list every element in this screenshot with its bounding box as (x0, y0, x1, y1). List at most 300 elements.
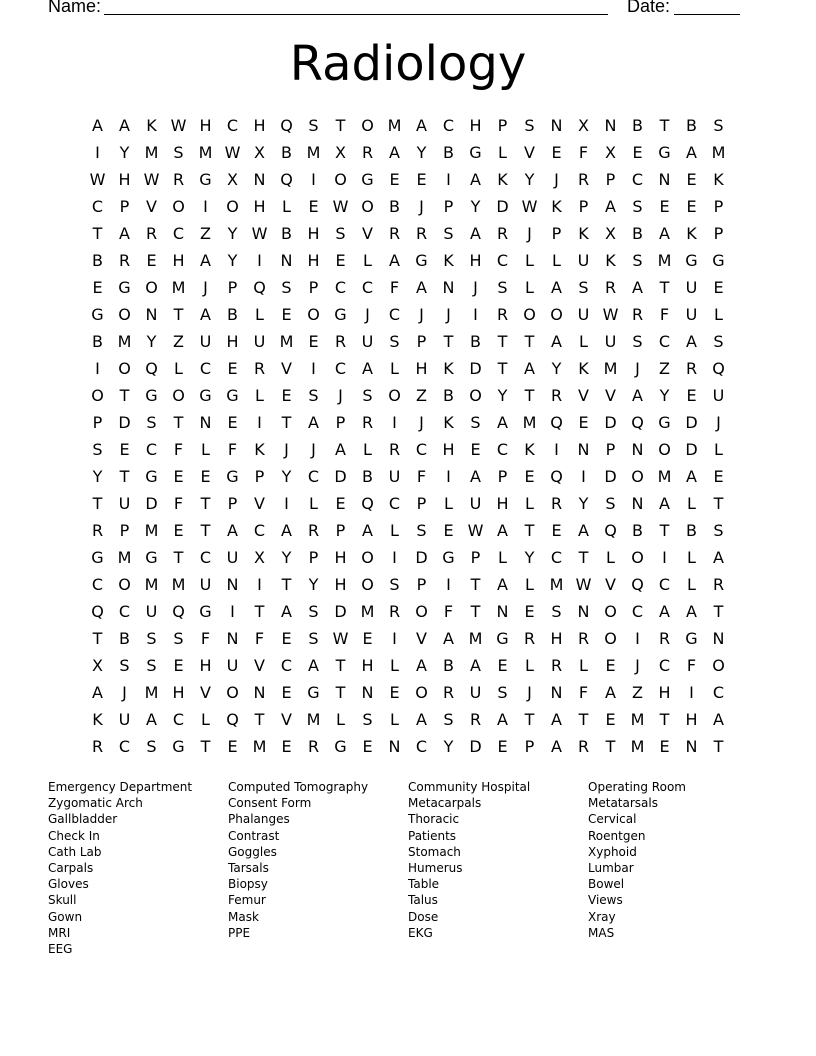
grid-letter[interactable]: X (227, 170, 238, 189)
grid-letter[interactable]: T (200, 737, 211, 756)
grid-letter[interactable]: A (200, 251, 211, 270)
grid-letter[interactable]: Q (631, 575, 644, 594)
grid-letter[interactable]: U (145, 602, 158, 621)
grid-letter[interactable]: G (199, 602, 212, 621)
grid-letter[interactable]: T (92, 494, 103, 513)
grid-letter[interactable]: B (443, 656, 454, 675)
grid-letter[interactable]: H (361, 656, 374, 675)
grid-letter[interactable]: S (524, 116, 535, 135)
grid-letter[interactable]: R (361, 143, 374, 162)
grid-letter[interactable]: A (686, 602, 697, 621)
grid-letter[interactable]: W (467, 521, 484, 540)
grid-letter[interactable]: E (92, 278, 103, 297)
grid-letter[interactable]: T (119, 386, 130, 405)
grid-letter[interactable]: M (144, 143, 159, 162)
grid-letter[interactable]: F (389, 278, 400, 297)
grid-letter[interactable]: Q (145, 359, 158, 378)
grid-letter[interactable]: Y (578, 494, 589, 513)
grid-letter[interactable]: L (606, 548, 615, 567)
grid-letter[interactable]: E (362, 737, 373, 756)
grid-letter[interactable]: A (686, 467, 697, 486)
grid-letter[interactable]: O (334, 170, 347, 189)
grid-letter[interactable]: P (119, 197, 130, 216)
grid-letter[interactable]: P (443, 197, 454, 216)
grid-letter[interactable]: A (605, 197, 616, 216)
grid-letter[interactable]: L (525, 494, 534, 513)
grid-letter[interactable]: I (635, 629, 640, 648)
grid-letter[interactable]: I (581, 467, 586, 486)
grid-letter[interactable]: R (523, 629, 536, 648)
grid-letter[interactable]: A (362, 359, 373, 378)
grid-letter[interactable]: T (335, 116, 346, 135)
grid-letter[interactable]: Z (416, 386, 427, 405)
grid-letter[interactable]: H (658, 683, 671, 702)
grid-letter[interactable]: K (686, 224, 697, 243)
grid-letter[interactable]: K (551, 197, 562, 216)
grid-letter[interactable]: C (442, 116, 455, 135)
grid-letter[interactable]: E (281, 305, 292, 324)
grid-letter[interactable]: E (146, 251, 157, 270)
grid-letter[interactable]: O (631, 467, 644, 486)
grid-letter[interactable]: J (338, 386, 343, 405)
grid-letter[interactable]: C (172, 710, 185, 729)
grid-letter[interactable]: C (550, 548, 563, 567)
grid-letter[interactable]: R (91, 737, 104, 756)
grid-letter[interactable]: E (335, 251, 346, 270)
grid-letter[interactable]: A (200, 305, 211, 324)
grid-letter[interactable]: Q (631, 413, 644, 432)
grid-letter[interactable]: U (577, 251, 590, 270)
grid-letter[interactable]: I (662, 548, 667, 567)
grid-letter[interactable]: M (522, 413, 537, 432)
grid-letter[interactable]: T (173, 305, 184, 324)
grid-letter[interactable]: E (713, 467, 724, 486)
grid-letter[interactable]: M (171, 278, 186, 297)
grid-letter[interactable]: C (118, 602, 131, 621)
grid-letter[interactable]: T (713, 737, 724, 756)
grid-letter[interactable]: O (91, 386, 104, 405)
grid-letter[interactable]: W (602, 305, 619, 324)
grid-letter[interactable]: D (685, 440, 698, 459)
grid-letter[interactable]: S (551, 602, 562, 621)
grid-letter[interactable]: H (226, 332, 239, 351)
grid-letter[interactable]: E (497, 656, 508, 675)
grid-letter[interactable]: P (227, 278, 238, 297)
grid-letter[interactable]: Y (524, 170, 535, 189)
grid-letter[interactable]: A (551, 710, 562, 729)
grid-letter[interactable]: A (389, 143, 400, 162)
grid-letter[interactable]: L (255, 305, 264, 324)
grid-letter[interactable]: I (689, 683, 694, 702)
grid-letter[interactable]: Z (632, 683, 643, 702)
grid-letter[interactable]: C (199, 359, 212, 378)
grid-letter[interactable]: L (525, 278, 534, 297)
grid-letter[interactable]: R (550, 386, 563, 405)
grid-letter[interactable]: O (604, 602, 617, 621)
grid-letter[interactable]: R (415, 224, 428, 243)
grid-letter[interactable]: R (577, 629, 590, 648)
grid-letter[interactable]: M (306, 143, 321, 162)
grid-letter[interactable]: U (226, 548, 239, 567)
grid-letter[interactable]: G (226, 386, 239, 405)
grid-letter[interactable]: O (118, 575, 131, 594)
grid-letter[interactable]: D (685, 413, 698, 432)
grid-letter[interactable]: J (365, 305, 370, 324)
grid-letter[interactable]: S (389, 332, 400, 351)
grid-letter[interactable]: B (92, 251, 103, 270)
grid-letter[interactable]: J (527, 224, 532, 243)
grid-letter[interactable]: Y (227, 251, 238, 270)
grid-letter[interactable]: E (686, 386, 697, 405)
grid-letter[interactable]: D (496, 197, 509, 216)
grid-letter[interactable]: E (200, 467, 211, 486)
grid-letter[interactable]: C (118, 737, 131, 756)
grid-letter[interactable]: C (145, 440, 158, 459)
grid-letter[interactable]: A (686, 332, 697, 351)
grid-letter[interactable]: L (687, 494, 696, 513)
grid-letter[interactable]: T (524, 386, 535, 405)
grid-letter[interactable]: C (361, 278, 374, 297)
grid-letter[interactable]: T (497, 332, 508, 351)
grid-letter[interactable]: G (415, 251, 428, 270)
grid-letter[interactable]: I (257, 575, 262, 594)
grid-letter[interactable]: T (254, 602, 265, 621)
grid-letter[interactable]: E (605, 656, 616, 675)
grid-letter[interactable]: G (685, 629, 698, 648)
grid-letter[interactable]: D (415, 548, 428, 567)
grid-letter[interactable]: U (712, 386, 725, 405)
grid-letter[interactable]: P (713, 197, 724, 216)
grid-letter[interactable]: P (335, 413, 346, 432)
grid-letter[interactable]: R (118, 251, 131, 270)
grid-letter[interactable]: B (470, 332, 481, 351)
grid-letter[interactable]: V (605, 575, 616, 594)
grid-letter[interactable]: N (577, 602, 590, 621)
grid-letter[interactable]: C (658, 575, 671, 594)
grid-letter[interactable]: E (227, 737, 238, 756)
grid-letter[interactable]: R (307, 737, 320, 756)
grid-letter[interactable]: H (118, 170, 131, 189)
grid-letter[interactable]: H (469, 116, 482, 135)
grid-letter[interactable]: E (119, 440, 130, 459)
grid-letter[interactable]: K (92, 710, 103, 729)
grid-letter[interactable]: B (686, 116, 697, 135)
grid-letter[interactable]: D (334, 467, 347, 486)
grid-letter[interactable]: E (686, 170, 697, 189)
grid-letter[interactable]: V (524, 143, 535, 162)
grid-letter[interactable]: R (334, 332, 347, 351)
grid-letter[interactable]: C (658, 656, 671, 675)
grid-letter[interactable]: S (605, 494, 616, 513)
grid-letter[interactable]: J (284, 440, 289, 459)
grid-letter[interactable]: P (254, 467, 265, 486)
grid-letter[interactable]: K (524, 440, 535, 459)
grid-letter[interactable]: N (604, 116, 617, 135)
grid-letter[interactable]: B (119, 629, 130, 648)
grid-letter[interactable]: N (388, 737, 401, 756)
grid-letter[interactable]: T (659, 116, 670, 135)
grid-letter[interactable]: T (659, 521, 670, 540)
grid-letter[interactable]: Y (470, 197, 481, 216)
grid-letter[interactable]: H (253, 116, 266, 135)
date-blank-line[interactable] (674, 14, 740, 15)
grid-letter[interactable]: J (527, 683, 532, 702)
grid-letter[interactable]: Y (524, 548, 535, 567)
grid-letter[interactable]: U (469, 683, 482, 702)
grid-letter[interactable]: R (361, 413, 374, 432)
grid-letter[interactable]: G (91, 548, 104, 567)
grid-letter[interactable]: J (446, 305, 451, 324)
grid-letter[interactable]: W (89, 170, 106, 189)
grid-letter[interactable]: A (416, 116, 427, 135)
grid-letter[interactable]: N (226, 629, 239, 648)
grid-letter[interactable]: L (552, 251, 561, 270)
grid-letter[interactable]: L (579, 656, 588, 675)
grid-letter[interactable]: Y (659, 386, 670, 405)
grid-letter[interactable]: G (226, 467, 239, 486)
grid-letter[interactable]: X (335, 143, 346, 162)
grid-letter[interactable]: P (416, 494, 427, 513)
grid-letter[interactable]: N (361, 683, 374, 702)
grid-letter[interactable]: J (419, 305, 424, 324)
grid-letter[interactable]: Q (712, 359, 725, 378)
grid-letter[interactable]: I (95, 143, 100, 162)
grid-letter[interactable]: N (496, 602, 509, 621)
grid-letter[interactable]: H (496, 494, 509, 513)
grid-letter[interactable]: C (334, 359, 347, 378)
grid-letter[interactable]: U (118, 710, 131, 729)
grid-letter[interactable]: M (711, 143, 726, 162)
grid-letter[interactable]: B (281, 224, 292, 243)
grid-letter[interactable]: T (443, 332, 454, 351)
grid-letter[interactable]: D (604, 467, 617, 486)
grid-letter[interactable]: O (118, 305, 131, 324)
grid-letter[interactable]: R (442, 683, 455, 702)
grid-letter[interactable]: E (551, 143, 562, 162)
grid-letter[interactable]: F (173, 494, 184, 513)
grid-letter[interactable]: J (635, 656, 640, 675)
grid-letter[interactable]: Y (146, 332, 157, 351)
grid-letter[interactable]: P (308, 278, 319, 297)
grid-letter[interactable]: U (199, 575, 212, 594)
grid-letter[interactable]: T (335, 683, 346, 702)
grid-letter[interactable]: V (254, 494, 265, 513)
grid-letter[interactable]: A (497, 575, 508, 594)
grid-letter[interactable]: C (631, 602, 644, 621)
grid-letter[interactable]: E (659, 197, 670, 216)
grid-letter[interactable]: C (199, 548, 212, 567)
grid-letter[interactable]: M (630, 710, 645, 729)
grid-letter[interactable]: O (658, 440, 671, 459)
grid-letter[interactable]: G (172, 737, 185, 756)
grid-letter[interactable]: R (307, 521, 320, 540)
grid-letter[interactable]: X (92, 656, 103, 675)
grid-letter[interactable]: O (712, 656, 725, 675)
grid-letter[interactable]: H (469, 251, 482, 270)
grid-letter[interactable]: Q (550, 413, 563, 432)
grid-letter[interactable]: J (716, 413, 721, 432)
grid-letter[interactable]: S (308, 629, 319, 648)
grid-letter[interactable]: L (201, 440, 210, 459)
grid-letter[interactable]: D (334, 602, 347, 621)
grid-letter[interactable]: S (713, 521, 724, 540)
grid-letter[interactable]: L (687, 548, 696, 567)
grid-letter[interactable]: K (443, 413, 454, 432)
grid-letter[interactable]: E (227, 413, 238, 432)
grid-letter[interactable]: T (605, 737, 616, 756)
grid-letter[interactable]: H (199, 116, 212, 135)
grid-letter[interactable]: M (144, 683, 159, 702)
grid-letter[interactable]: O (361, 197, 374, 216)
grid-letter[interactable]: M (279, 332, 294, 351)
grid-letter[interactable]: M (387, 116, 402, 135)
grid-letter[interactable]: X (578, 116, 589, 135)
grid-letter[interactable]: P (470, 548, 481, 567)
grid-letter[interactable]: T (524, 332, 535, 351)
grid-letter[interactable]: B (389, 197, 400, 216)
grid-letter[interactable]: E (389, 683, 400, 702)
grid-letter[interactable]: O (604, 629, 617, 648)
grid-letter[interactable]: K (443, 251, 454, 270)
grid-letter[interactable]: S (119, 656, 130, 675)
grid-letter[interactable]: I (392, 413, 397, 432)
grid-letter[interactable]: L (525, 575, 534, 594)
grid-letter[interactable]: G (658, 413, 671, 432)
grid-letter[interactable]: G (712, 251, 725, 270)
grid-letter[interactable]: G (658, 143, 671, 162)
grid-letter[interactable]: P (416, 575, 427, 594)
grid-letter[interactable]: S (146, 737, 157, 756)
grid-letter[interactable]: R (658, 629, 671, 648)
grid-letter[interactable]: T (281, 575, 292, 594)
grid-letter[interactable]: N (577, 440, 590, 459)
grid-letter[interactable]: Q (604, 521, 617, 540)
grid-letter[interactable]: N (145, 305, 158, 324)
grid-letter[interactable]: U (685, 305, 698, 324)
grid-letter[interactable]: O (145, 278, 158, 297)
grid-letter[interactable]: S (335, 224, 346, 243)
grid-letter[interactable]: U (226, 656, 239, 675)
grid-letter[interactable]: P (119, 521, 130, 540)
grid-letter[interactable]: S (632, 251, 643, 270)
grid-letter[interactable]: A (632, 278, 643, 297)
grid-letter[interactable]: N (550, 116, 563, 135)
grid-letter[interactable]: M (171, 575, 186, 594)
grid-letter[interactable]: P (92, 413, 103, 432)
grid-letter[interactable]: Z (173, 332, 184, 351)
grid-letter[interactable]: J (419, 197, 424, 216)
grid-letter[interactable]: B (92, 332, 103, 351)
grid-letter[interactable]: I (392, 548, 397, 567)
grid-letter[interactable]: Z (659, 359, 670, 378)
grid-letter[interactable]: I (284, 494, 289, 513)
grid-letter[interactable]: W (143, 170, 160, 189)
grid-letter[interactable]: E (686, 197, 697, 216)
grid-letter[interactable]: N (226, 575, 239, 594)
grid-letter[interactable]: M (468, 629, 483, 648)
grid-letter[interactable]: A (659, 494, 670, 513)
grid-letter[interactable]: A (281, 521, 292, 540)
grid-letter[interactable]: M (144, 521, 159, 540)
grid-letter[interactable]: J (419, 413, 424, 432)
grid-letter[interactable]: R (388, 440, 401, 459)
grid-letter[interactable]: Q (253, 278, 266, 297)
grid-letter[interactable]: O (523, 305, 536, 324)
grid-letter[interactable]: J (311, 440, 316, 459)
grid-letter[interactable]: E (578, 413, 589, 432)
grid-letter[interactable]: G (118, 278, 131, 297)
grid-letter[interactable]: A (470, 467, 481, 486)
grid-letter[interactable]: U (253, 332, 266, 351)
grid-letter[interactable]: L (498, 143, 507, 162)
grid-letter[interactable]: G (199, 170, 212, 189)
grid-letter[interactable]: C (712, 683, 725, 702)
grid-letter[interactable]: A (713, 710, 724, 729)
grid-letter[interactable]: G (685, 251, 698, 270)
grid-letter[interactable]: C (388, 305, 401, 324)
grid-letter[interactable]: A (524, 359, 535, 378)
grid-letter[interactable]: B (632, 116, 643, 135)
grid-letter[interactable]: Y (227, 224, 238, 243)
grid-letter[interactable]: M (117, 332, 132, 351)
grid-letter[interactable]: E (362, 629, 373, 648)
grid-letter[interactable]: A (389, 251, 400, 270)
grid-letter[interactable]: M (657, 467, 672, 486)
grid-letter[interactable]: H (685, 710, 698, 729)
grid-letter[interactable]: E (173, 521, 184, 540)
grid-letter[interactable]: G (496, 629, 509, 648)
grid-letter[interactable]: K (146, 116, 157, 135)
grid-letter[interactable]: A (416, 656, 427, 675)
grid-letter[interactable]: S (308, 602, 319, 621)
grid-letter[interactable]: D (469, 737, 482, 756)
grid-letter[interactable]: D (118, 413, 131, 432)
grid-letter[interactable]: R (577, 737, 590, 756)
grid-letter[interactable]: U (388, 467, 401, 486)
grid-letter[interactable]: O (361, 575, 374, 594)
grid-letter[interactable]: E (308, 197, 319, 216)
grid-letter[interactable]: L (336, 710, 345, 729)
grid-letter[interactable]: Y (281, 548, 292, 567)
grid-letter[interactable]: H (334, 575, 347, 594)
grid-letter[interactable]: L (255, 386, 264, 405)
grid-letter[interactable]: S (443, 710, 454, 729)
grid-letter[interactable]: S (389, 575, 400, 594)
grid-letter[interactable]: A (119, 224, 130, 243)
grid-letter[interactable]: R (712, 575, 725, 594)
grid-letter[interactable]: F (416, 467, 427, 486)
grid-letter[interactable]: E (173, 656, 184, 675)
grid-letter[interactable]: Y (443, 737, 454, 756)
grid-letter[interactable]: V (362, 224, 373, 243)
grid-letter[interactable]: M (657, 251, 672, 270)
grid-letter[interactable]: V (578, 386, 589, 405)
grid-letter[interactable]: W (224, 143, 241, 162)
grid-letter[interactable]: T (254, 710, 265, 729)
grid-letter[interactable]: E (524, 602, 535, 621)
grid-letter[interactable]: L (390, 656, 399, 675)
grid-letter[interactable]: I (473, 305, 478, 324)
grid-letter[interactable]: I (392, 629, 397, 648)
grid-letter[interactable]: R (91, 521, 104, 540)
grid-letter[interactable]: M (252, 737, 267, 756)
grid-letter[interactable]: F (686, 656, 697, 675)
grid-letter[interactable]: E (281, 386, 292, 405)
grid-letter[interactable]: A (659, 602, 670, 621)
grid-letter[interactable]: X (254, 548, 265, 567)
grid-letter[interactable]: G (469, 143, 482, 162)
grid-letter[interactable]: V (416, 629, 427, 648)
